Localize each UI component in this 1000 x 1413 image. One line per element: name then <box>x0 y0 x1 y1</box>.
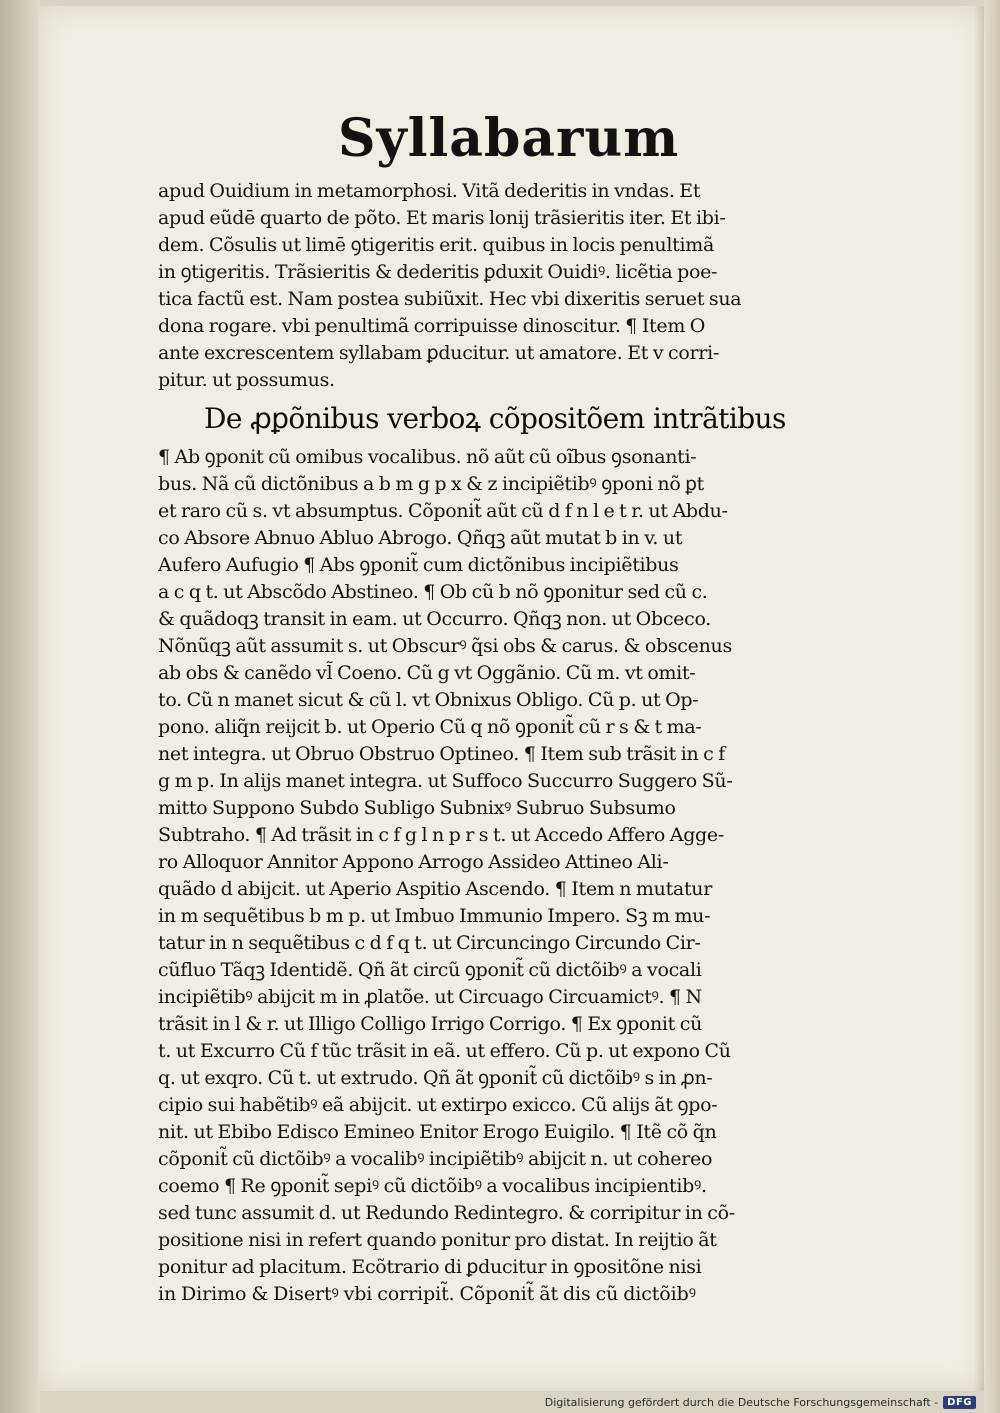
text-line: a c q t. ut Abscõdo Abstineo. ¶ Ob cũ b nõ ꝯponitur sed cũ c. <box>158 581 708 603</box>
text-line: q. ut exqro. Cũ t. ut extrudo. Qñ ãt ꝯponit̃ cũ dictõibꝰ s in ꝓn- <box>158 1067 713 1089</box>
text-line: positione nisi in refert quando ponitur pro distat. In reijtio ãt <box>158 1229 717 1251</box>
text-line: to. Cũ n manet sicut & cũ l. vt Obnixus Obligo. Cũ p. ut Op- <box>158 689 699 711</box>
dfg-logo[interactable]: DFG <box>943 1396 976 1409</box>
scan-right-edge <box>984 0 1000 1413</box>
text-line: cõponit̃ cũ dictõibꝰ a vocalibꝰ incipiẽtibꝰ abijcit n. ut cohereo <box>158 1148 713 1170</box>
section-subheading: De ꝓꝑõnibus verboꝝ cõpositõem intrãtibus <box>204 402 786 435</box>
text-line: Aufero Aufugio ¶ Abs ꝯponit̃ cum dictõnibus incipiẽtibus <box>158 554 679 576</box>
text-line: et raro cũ s. vt absumptus. Cõponit̃ aũt cũ d f n l e t r. ut Abdu- <box>158 500 728 522</box>
text-line: cũfluo Tãqꝫ Identidẽ. Qñ ãt circũ ꝯponit̃ cũ dictõibꝰ a vocali <box>158 959 702 981</box>
digitization-credit <box>545 1396 976 1409</box>
text-line: Subtraho. ¶ Ad trãsit in c f g l n p r s t. ut Accedo Affero Agge- <box>158 824 724 846</box>
scan-left-edge <box>0 0 40 1413</box>
text-line: sed tunc assumit d. ut Redundo Redintegro. & corripitur in cõ- <box>158 1202 735 1224</box>
text-line: mitto Suppono Subdo Subligo Subnixꝰ Subruo Subsumo <box>158 797 676 819</box>
text-line: trãsit in l & r. ut Illigo Colligo Irrigo Corrigo. ¶ Ex ꝯponit cũ <box>158 1013 703 1035</box>
text-block <box>158 178 822 1308</box>
text-line: t. ut Excurro Cũ f tũc trãsit in eã. ut effero. Cũ p. ut expono Cũ <box>158 1040 731 1062</box>
text-line: tatur in n sequẽtibus c d f q t. ut Circuncingo Circundo Cir- <box>158 932 701 954</box>
text-line: ab obs & canẽdo vl̃ Coeno. Cũ g vt Oggãnio. Cũ m. vt omit- <box>158 662 696 684</box>
text-line: incipiẽtibꝰ abijcit m in ꝓlatõe. ut Circuago Circuamictꝰ. ¶ N <box>158 986 702 1008</box>
text-line: pitur. ut possumus. <box>158 369 335 391</box>
text-line: bus. Nã cũ dictõnibus a b m g p x & z incipiẽtibꝰ ꝯponi nõ ꝑt <box>158 473 704 495</box>
text-line: pono. aliq̃n reijcit b. ut Operio Cũ q nõ ꝯponit̃ cũ r s & t ma- <box>158 716 702 738</box>
page-edge-shadow <box>974 6 984 1391</box>
text-line: ponitur ad placitum. Ecõtrario di ꝑducitur in ꝯpositõne nisi <box>158 1256 702 1278</box>
text-line: dem. Cõsulis ut limē ꝯtigeritis erit. quibus in locis penultimã <box>158 234 714 256</box>
text-line: ro Alloquor Annitor Appono Arrogo Assideo Attineo Ali- <box>158 851 669 873</box>
text-line: nit. ut Ebibo Edisco Emineo Enitor Erogo Euigilo. ¶ Itẽ cõ q̃n <box>158 1121 717 1143</box>
text-line: ante excrescentem syllabam ꝑducitur. ut amatore. Et v corri- <box>158 342 719 364</box>
text-line: g m p. In alijs manet integra. ut Suffoco Succurro Suggero Sũ- <box>158 770 733 792</box>
text-line: quãdo d abijcit. ut Aperio Aspitio Ascendo. ¶ Item n mutatur <box>158 878 712 900</box>
page-heading: Syllabarum <box>338 108 680 169</box>
credit-text: Digitalisierung gefördert durch die Deutsche Forschungsgemeinschaft - <box>544 1396 939 1409</box>
text-line: tica factũ est. Nam postea subiũxit. Hec vbi dixeritis seruet sua <box>158 288 742 310</box>
text-line: & quãdoqꝫ transit in eam. ut Occurro. Qñqꝫ non. ut Obceco. <box>158 608 711 630</box>
text-line: apud eũdē quarto de põto. Et maris lonij trãsieritis iter. Et ibi- <box>158 207 726 229</box>
text-line: net integra. ut Obruo Obstruo Optineo. ¶ Item sub trãsit in c f <box>158 743 725 765</box>
text-line: coemo ¶ Re ꝯponit̃ sepiꝰ cũ dictõibꝰ a vocalibus incipientibꝰ. <box>158 1175 707 1197</box>
text-line: Nõnũqꝫ aũt assumit s. ut Obscurꝰ q̃si obs & carus. & obscenus <box>158 635 732 657</box>
text-line: dona rogare. vbi penultimã corripuisse dinoscitur. ¶ Item O <box>158 315 706 337</box>
text-line: in Dirimo & Disertꝰ vbi corripit̃. Cõponit̃ ãt dis cũ dictõibꝰ <box>158 1283 696 1305</box>
text-line: ¶ Ab ꝯponit cũ omibus vocalibus. nõ aũt cũ oĩbus ꝯsonanti- <box>158 446 697 468</box>
text-line: co Absore Abnuo Abluo Abrogo. Qñqꝫ aũt mutat b in v. ut <box>158 527 683 549</box>
text-line: cipio sui habẽtibꝰ eã abijcit. ut extirpo exicco. Cũ alijs ãt ꝯpo- <box>158 1094 718 1116</box>
text-line: in m sequẽtibus b m p. ut Imbuo Immunio Impero. Sꝫ m mu- <box>158 905 711 927</box>
text-line: in ꝯtigeritis. Trãsieritis & dederitis ꝑduxit Ouidiꝰ. licẽtia poe- <box>158 261 718 283</box>
text-line: apud Ouidium in metamorphosi. Vitã dederitis in vndas. Et <box>158 180 701 202</box>
